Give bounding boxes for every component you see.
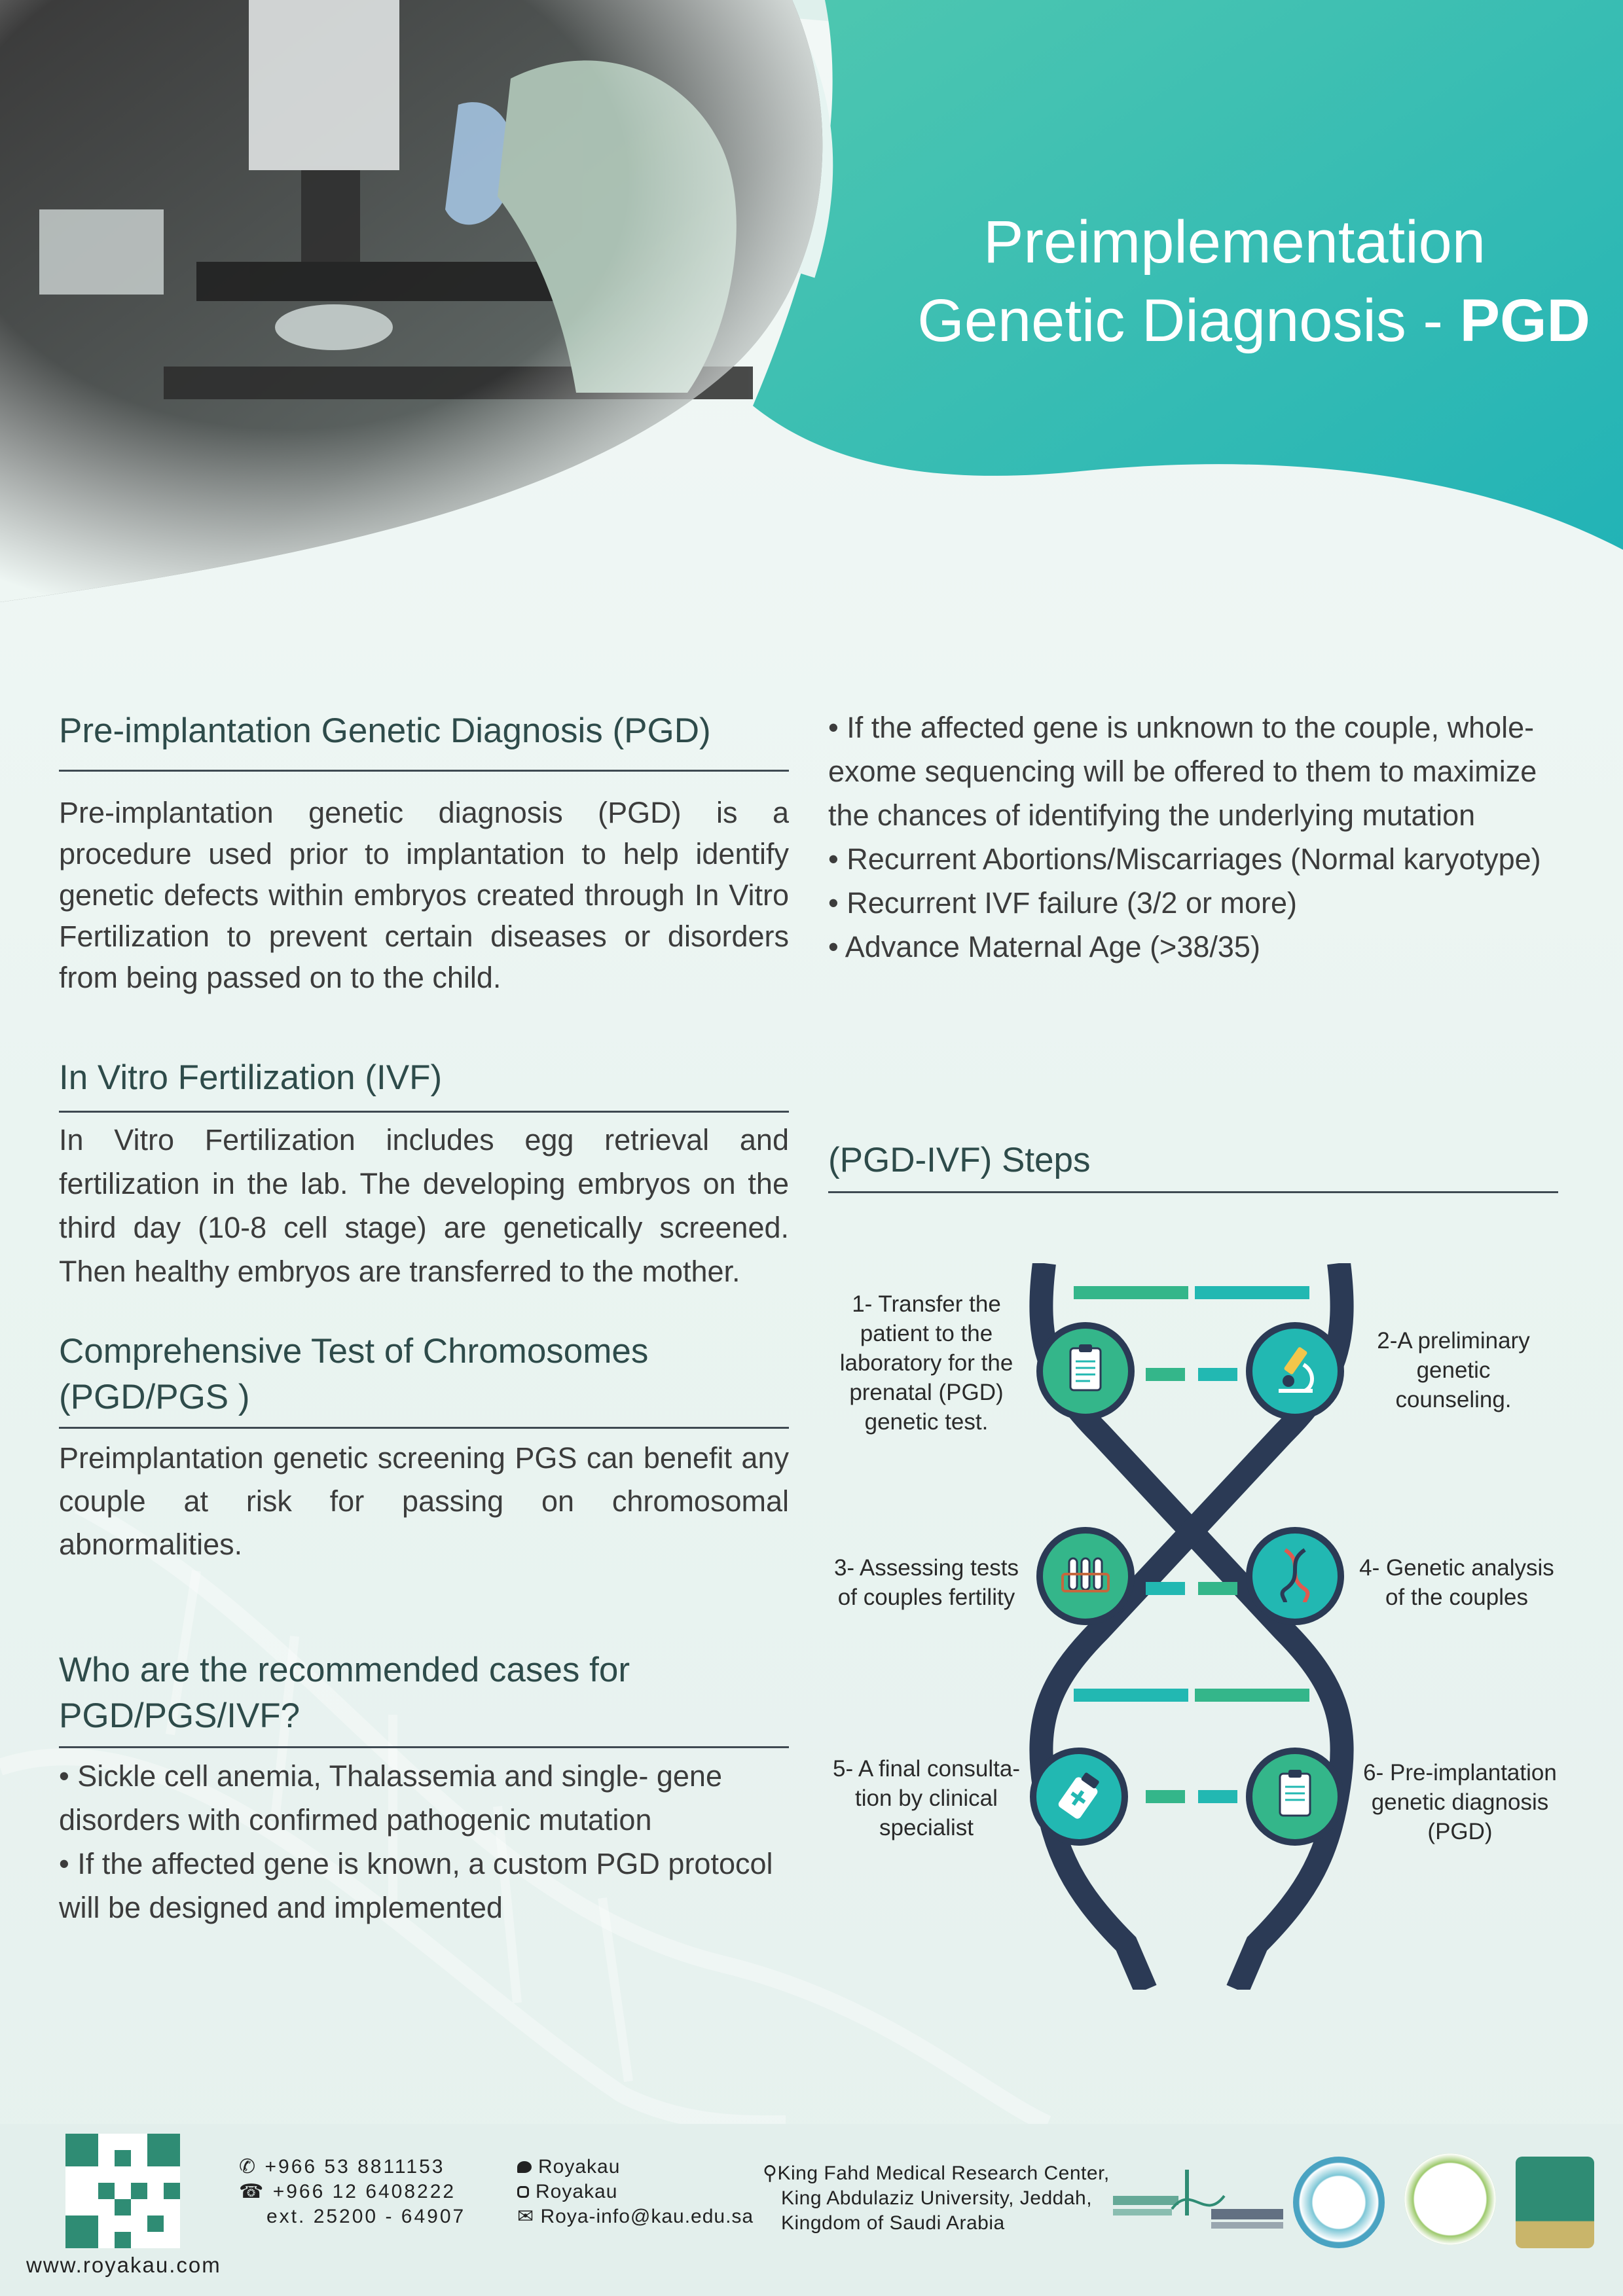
pgs-heading-line-1: Comprehensive Test of Chromosomes [59,1332,649,1371]
cases-heading-rule [59,1746,789,1748]
pgs-heading-line-2: (PGD/PGS ) [59,1378,250,1416]
medicine-bottle-icon [1036,1754,1122,1839]
dna-rung [1198,1790,1237,1803]
king-abdulaziz-university-logo [1516,2157,1594,2248]
website-link[interactable]: www.royakau.com [26,2253,221,2277]
phone-1: ✆ +966 53 8811153 [239,2156,445,2178]
dna-icon [1252,1534,1338,1619]
cases-heading-line-2: PGD/PGS/IVF? [59,1696,301,1735]
dna-rung [1074,1286,1188,1299]
dna-rung [1198,1582,1237,1595]
pgs-heading-rule [59,1427,789,1429]
case-item: • If the affected gene is unknown to the couple, whole-exome sequencing will be offered to them to maximize the chances of identifying the underlying mutation [828,706,1565,837]
social-contacts [517,2155,754,2229]
twitter-icon [517,2161,532,2173]
page-title [917,203,1590,360]
step-5-label: 5- A final consulta- tion by clinical specialist [833,1756,1020,1840]
cases-heading [59,1647,630,1739]
footer [0,2124,1623,2296]
microscope-icon [1252,1329,1338,1414]
phone-extension: ext. 25200 - 64907 [266,2206,466,2227]
address-line-2: King Abdulaziz University, Jeddah, [781,2187,1093,2209]
ivf-heading: In Vitro Fertilization (IVF) [59,1058,443,1097]
dna-rung [1195,1689,1309,1702]
pgs-heading [59,1329,648,1420]
case-item: • If the affected gene is known, a custom PGD protocol will be designed and implemented [59,1842,779,1929]
cases-list-continued [828,706,1565,969]
phone-icon: ☎ [239,2181,273,2202]
title-abbreviation: PGD [1459,287,1590,354]
step-2-label: 2-A preliminary genetic counseling. [1377,1328,1530,1412]
title-line-1: Preimplementation [983,209,1486,276]
pgd-heading: Pre-implantation Genetic Diagnosis (PGD) [59,711,711,750]
step-1-circle [1036,1322,1135,1420]
step-6-label: 6- Pre-implantation genetic diagnosis (PGD) [1363,1760,1557,1844]
twitter-handle[interactable]: Royakau [517,2155,754,2179]
step-6-circle [1246,1748,1344,1846]
address-line-1: ⚲King Fahd Medical Research Center, [763,2162,1110,2184]
case-item: • Recurrent IVF failure (3/2 or more) [828,881,1565,925]
test-tubes-icon [1043,1534,1128,1619]
scientific-chair-logo [1293,2157,1385,2248]
email-address[interactable]: ✉ Roya-info@kau.edu.sa [517,2206,754,2227]
center-of-excellence-logo [1106,2144,1296,2255]
roya-logo [1404,2153,1496,2245]
cases-heading-line-1: Who are the recommended cases for [59,1651,630,1689]
qr-code [65,2134,180,2248]
envelope-icon: ✉ [517,2206,541,2227]
document-icon [1252,1754,1338,1839]
dna-rung [1146,1368,1185,1381]
instagram-handle[interactable]: Royakau [517,2179,754,2204]
pgd-heading-rule [59,770,789,772]
cases-list [59,1754,779,1929]
step-4-label: 4- Genetic analysis of the couples [1359,1555,1554,1610]
step-1-label: 1- Transfer the patient to the laboratory for the prenatal (PGD) genetic test. [839,1291,1013,1435]
address-line-3: Kingdom of Saudi Arabia [781,2212,1005,2234]
dna-rung [1146,1790,1185,1803]
dna-rung [1195,1286,1309,1299]
steps-heading: (PGD-IVF) Steps [828,1141,1091,1179]
title-prefix: Genetic Diagnosis - [917,287,1460,354]
address [763,2161,1110,2236]
dna-rung [1146,1582,1185,1595]
instagram-icon [517,2186,529,2198]
steps-heading-rule [828,1191,1558,1193]
ivf-heading-rule [59,1111,789,1113]
title-line-2 [917,281,1590,360]
pgs-body: Preimplantation genetic screening PGS can benefit any couple at risk for passing on chromosomal abnormalities. [59,1441,789,1561]
step-3-circle [1036,1527,1135,1625]
step-3-label: 3- Assessing tests of couples fertility [833,1555,1019,1610]
step-2-circle [1246,1322,1344,1420]
mobile-phone-icon: ✆ [239,2156,265,2178]
pgd-body: Pre-implantation genetic diagnosis (PGD) is a procedure used prior to implantation to help identify genetic defects within embryos created through In Vitro Fertilization to prevent certain diseases or disorders from being passed on to the child. [59,796,789,994]
step-4-circle [1246,1527,1344,1625]
case-item: • Recurrent Abortions/Miscarriages (Normal karyotype) [828,837,1565,881]
phone-contacts [239,2155,465,2229]
ivf-body: In Vitro Fertilization includes egg retrieval and fertilization in the lab. The developing embryos on the third day (10-8 cell stage) are genetically screened. Then healthy embryos are transferred to the mother. [59,1123,789,1288]
clipboard-icon [1043,1329,1128,1414]
step-5-circle [1030,1748,1128,1846]
phone-2: ☎ +966 12 6408222 [239,2181,456,2202]
location-pin-icon: ⚲ [763,2162,778,2184]
dna-rung [1198,1368,1237,1381]
case-item: • Sickle cell anemia, Thalassemia and single- gene disorders with confirmed pathogenic mutation [59,1754,779,1842]
dna-rung [1074,1689,1188,1702]
case-item: • Advance Maternal Age (>38/35) [828,925,1565,969]
